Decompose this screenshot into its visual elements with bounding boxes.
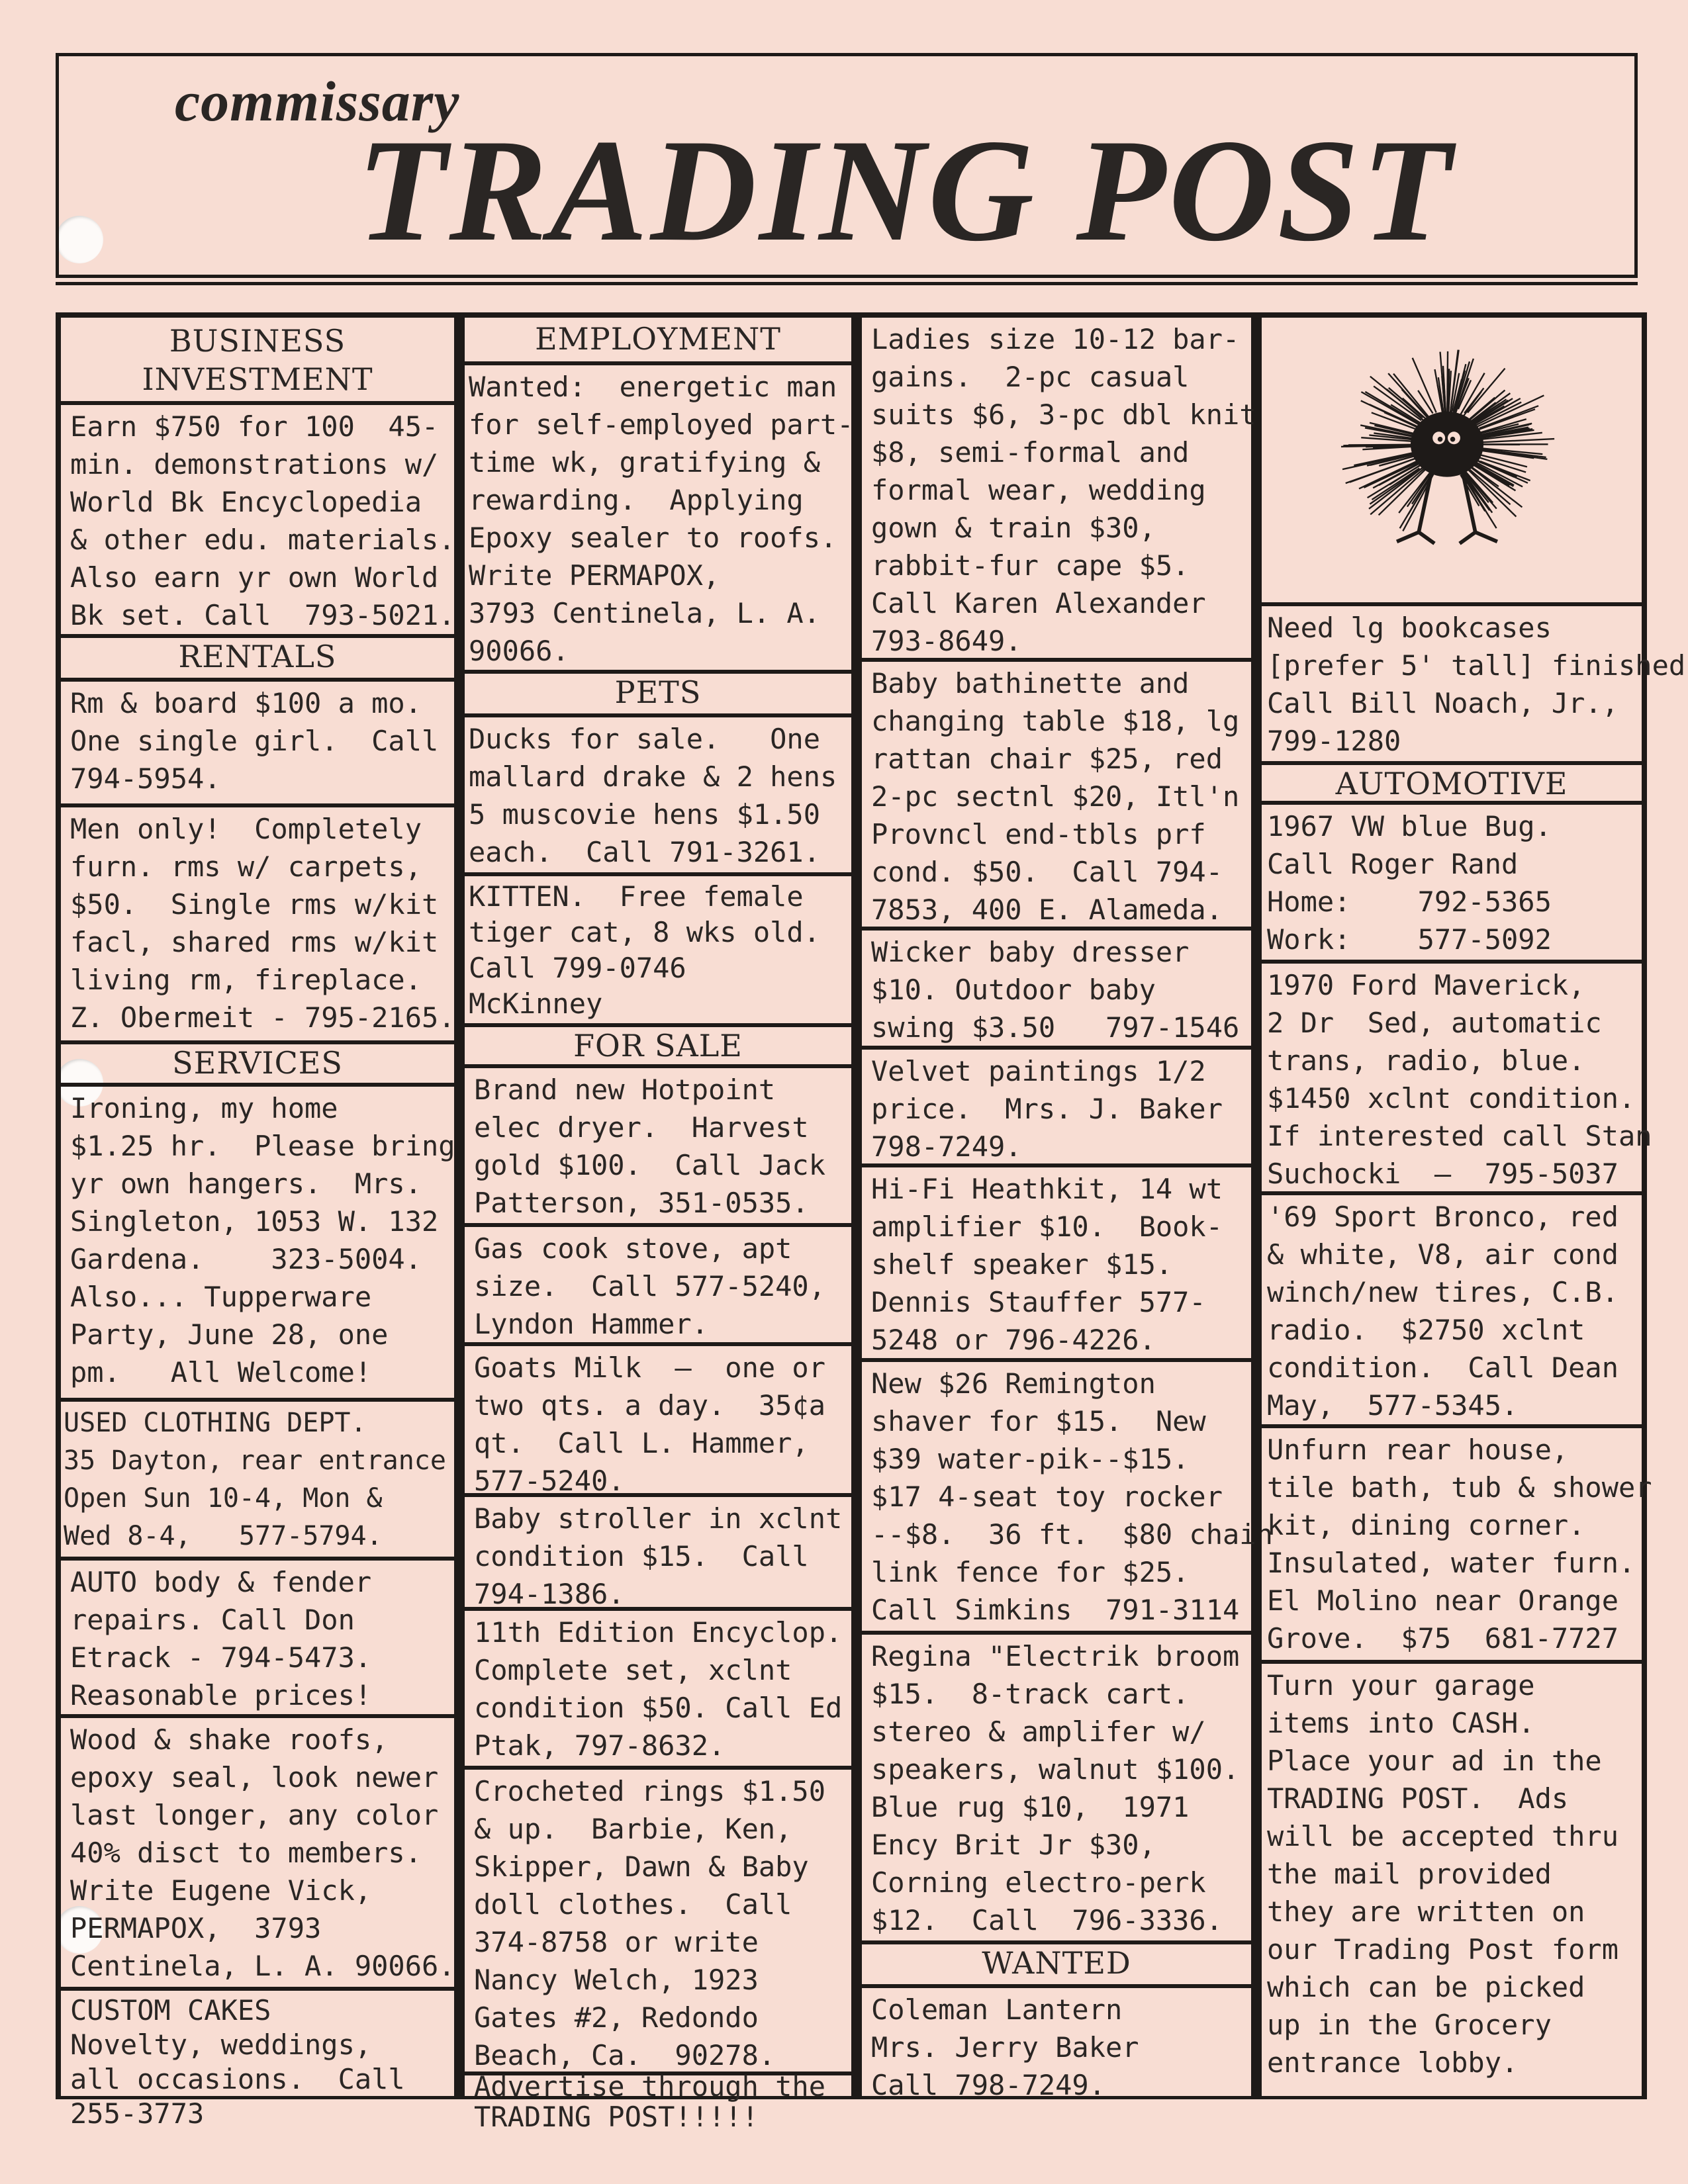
porcupine-spine xyxy=(1478,439,1555,442)
ad-ironing xyxy=(59,1085,456,1400)
heading-for-sale: FOR SALE xyxy=(463,1025,853,1066)
ad-text: Wanted: energetic man for self-employed part- time wk, gratifying & rewarding. Applying Epoxy sealer to roofs. Write PERMAPOX, 3793 Centinela, L. A. 90066. xyxy=(469,371,854,667)
ad-text: CUSTOM CAKES Novelty, weddings, all occasions. Call 255-3773 xyxy=(70,1994,405,2130)
ad-text: Baby stroller in xclnt condition $15. Call 794-1386. xyxy=(474,1502,843,1610)
ad-text: Earn $750 for 100 45- min. demonstrations w/ World Bk Encyclopedia & other edu. materials. Also earn yr own World Bk set. Call 793-5021. xyxy=(70,410,455,631)
ad-wood-roofs xyxy=(59,1716,456,1989)
ad-heathkit xyxy=(860,1165,1253,1360)
ad-regina-broom xyxy=(860,1633,1253,1942)
heading-automotive: AUTOMOTIVE xyxy=(1260,763,1644,803)
ad-text: 1970 Ford Maverick, 2 Dr Sed, automatic trans, radio, blue. $1450 xclnt condition. If interested call Stan Suchocki — 795-5037 xyxy=(1267,969,1652,1190)
ad-text: New $26 Remington shaver for $15. New $39 water-pik--$15. $17 4-seat toy rocker --$8. 36 ft. $80 chain link fence for $25. Call Simkins 791-3114 xyxy=(871,1367,1273,1626)
ad-goats-milk xyxy=(463,1344,853,1495)
porcupine-spine xyxy=(1447,351,1448,412)
masthead xyxy=(56,53,1638,278)
ad-text: Velvet paintings 1/2 price. Mrs. J. Baker 798-7249. xyxy=(871,1055,1223,1163)
ad-text: Baby bathinette and changing table $18, lg rattan chair $25, red 2-pc sectnl $20, Itl'n Provncl end-tbls prf cond. $50. Call 794- 7853, 400 E. Alameda. xyxy=(871,667,1240,926)
ad-remington xyxy=(860,1360,1273,1633)
ad-text: USED CLOTHING DEPT. 35 Dayton, rear entrance Open Sun 10-4, Mon & Wed 8-4, 577-5794. xyxy=(64,1408,446,1551)
ad-baby-bathinette xyxy=(860,660,1253,929)
masthead-title: TRADING POST xyxy=(357,109,1454,272)
ad-text: Men only! Completely furn. rms w/ carpets, $50. Single rms w/kit facl, shared rms w/kit living rm, fireplace. Z. Obermeit - 795-2165. xyxy=(70,813,455,1034)
ad-text: '69 Sport Bronco, red & white, V8, air cond winch/new tires, C.B. radio. $2750 xclnt condition. Call Dean May, 577-5345. xyxy=(1267,1201,1619,1422)
ad-text: Ironing, my home $1.25 hr. Please bring yr own hangers. Mrs. Singleton, 1053 W. 132 Gardena. 323-5004. Also... Tupperware Party, June 28, one pm. All Welcome! xyxy=(70,1092,455,1388)
ad-text: Hi-Fi Heathkit, 14 wt amplifier $10. Book- shelf speaker $15. Dennis Stauffer 577- 5248 or 796-4226. xyxy=(871,1173,1223,1356)
ad-text: Ducks for sale. One mallard drake & 2 hens 5 muscovie hens $1.50 each. Call 791-3261. xyxy=(469,723,837,868)
ad-text: Regina "Electrik broom $15. 8-track cart. stereo & amplifer w/ speakers, walnut $100. Blue rug $10, 1971 Ency Brit Jr $30, Corning electro-perk $12. Call 796-3336. xyxy=(871,1640,1240,1936)
ad-velvet-paintings xyxy=(860,1048,1253,1165)
ad-text: Coleman Lantern Mrs. Jerry Baker Call 798-7249. xyxy=(871,1993,1139,2101)
ad-text: Unfurn rear house, tile bath, tub & shower kit, dining corner. Insulated, water furn. El Molino near Orange Grove. $75 681-7727 xyxy=(1267,1433,1652,1655)
ad-men-only-rooms xyxy=(59,805,456,1042)
ad-text: KITTEN. Free female tiger cat, 8 wks old. Call 799-0746 McKinney xyxy=(469,880,821,1020)
ad-text: Wicker baby dresser $10. Outdoor baby swing $3.50 797-1546 xyxy=(871,936,1240,1044)
masthead-subtitle: commissary xyxy=(175,69,460,133)
ad-wicker-dresser xyxy=(860,929,1253,1048)
ad-custom-cakes xyxy=(59,1989,456,2130)
ad-text: Turn your garage items into CASH. Place your ad in the TRADING POST. Ads will be accepted thru the mail provided they are written on our Trading Post form which can be picked up in the Grocery entrance lobby. xyxy=(1267,1669,1619,2079)
column-3 xyxy=(857,312,1273,2101)
ad-text: Gas cook stove, apt size. Call 577-5240, Lyndon Hammer. xyxy=(474,1232,826,1340)
ad-sport-bronco xyxy=(1260,1193,1644,1426)
heading-wanted: WANTED xyxy=(860,1942,1253,1986)
heading-rentals: RENTALS xyxy=(59,636,456,680)
ad-text: Wood & shake roofs, epoxy seal, look newer last longer, any color 40% disct to members. Write Eugene Vick, PERMAPOX, 3793 Centinela, L. A. 90066. xyxy=(70,1723,455,1982)
ad-text: Ladies size 10-12 bar- gains. 2-pc casual suits $6, 3-pc dbl knit $8, semi-formal and formal wear, wedding gown & train $30, rabbit-fur cape $5. Call Karen Alexander 793-8649. xyxy=(871,323,1256,657)
ad-unfurn-house xyxy=(1260,1426,1652,1662)
ad-text: AUTO body & fender repairs. Call Don Etrack - 794-5473. Reasonable prices! xyxy=(70,1566,372,1711)
ad-auto-body xyxy=(59,1559,456,1716)
column-4 xyxy=(1256,312,1686,2099)
ad-text: Goats Milk — one or two qts. a day. 35¢a qt. Call L. Hammer, 577-5240. xyxy=(474,1351,826,1497)
ad-text: 11th Edition Encyclop. Complete set, xclnt condition $50. Call Ed Ptak, 797-8632. xyxy=(474,1616,843,1762)
ad-ladies-clothing xyxy=(860,316,1256,660)
ad-used-clothing xyxy=(59,1400,456,1559)
ad-baby-stroller xyxy=(463,1495,853,1609)
ad-energetic-man xyxy=(463,363,853,672)
ad-vw-bug xyxy=(1260,803,1644,962)
ad-text: Need lg bookcases [prefer 5' tall] finished Call Bill Noach, Jr., 799-1280 xyxy=(1267,612,1686,757)
porcupine-illustration xyxy=(1262,318,1632,602)
ad-text: 1967 VW blue Bug. Call Roger Rand Home: 792-5365 Work: 577-5092 xyxy=(1267,810,1552,956)
masthead-rule xyxy=(56,282,1638,285)
column-1 xyxy=(56,312,459,2130)
heading-services: SERVICES xyxy=(59,1042,456,1085)
ad-advertise xyxy=(463,2070,853,2133)
ad-room-board xyxy=(59,680,456,805)
porcupine-spine xyxy=(1367,455,1414,466)
ad-bookcases xyxy=(1260,604,1686,763)
ad-crocheted-rings xyxy=(463,1768,853,2073)
heading-business-investment: BUSINESS INVESTMENT xyxy=(59,316,456,403)
ad-trading-post-promo xyxy=(1260,1662,1644,2096)
ad-hotpoint-dryer xyxy=(463,1066,853,1225)
ad-ford-maverick xyxy=(1260,962,1652,1193)
porcupine-illustration-box xyxy=(1260,316,1644,604)
porcupine-spine xyxy=(1372,412,1418,430)
ad-world-book xyxy=(59,403,456,636)
ad-text: Advertise through the TRADING POST!!!!! xyxy=(474,2070,826,2133)
ad-text: Crocheted rings $1.50 & up. Barbie, Ken, Skipper, Dawn & Baby doll clothes. Call 374-8758 or write Nancy Welch, 1923 Gates #2, Redondo Beach, Ca. 90278. xyxy=(474,1775,826,2071)
ad-text: Brand new Hotpoint elec dryer. Harvest gold $100. Call Jack Patterson, 351-0535. xyxy=(474,1073,826,1219)
ad-gas-stove xyxy=(463,1225,853,1344)
heading-employment: EMPLOYMENT xyxy=(463,316,853,363)
ad-coleman-lantern xyxy=(860,1986,1253,2101)
ad-kitten xyxy=(463,874,853,1025)
ad-encyclopedia xyxy=(463,1609,853,1768)
ad-ducks xyxy=(463,715,853,874)
column-2 xyxy=(459,312,857,2133)
ad-text: Rm & board $100 a mo. One single girl. Call 794-5954. xyxy=(70,687,439,795)
heading-pets: PETS xyxy=(463,672,853,715)
